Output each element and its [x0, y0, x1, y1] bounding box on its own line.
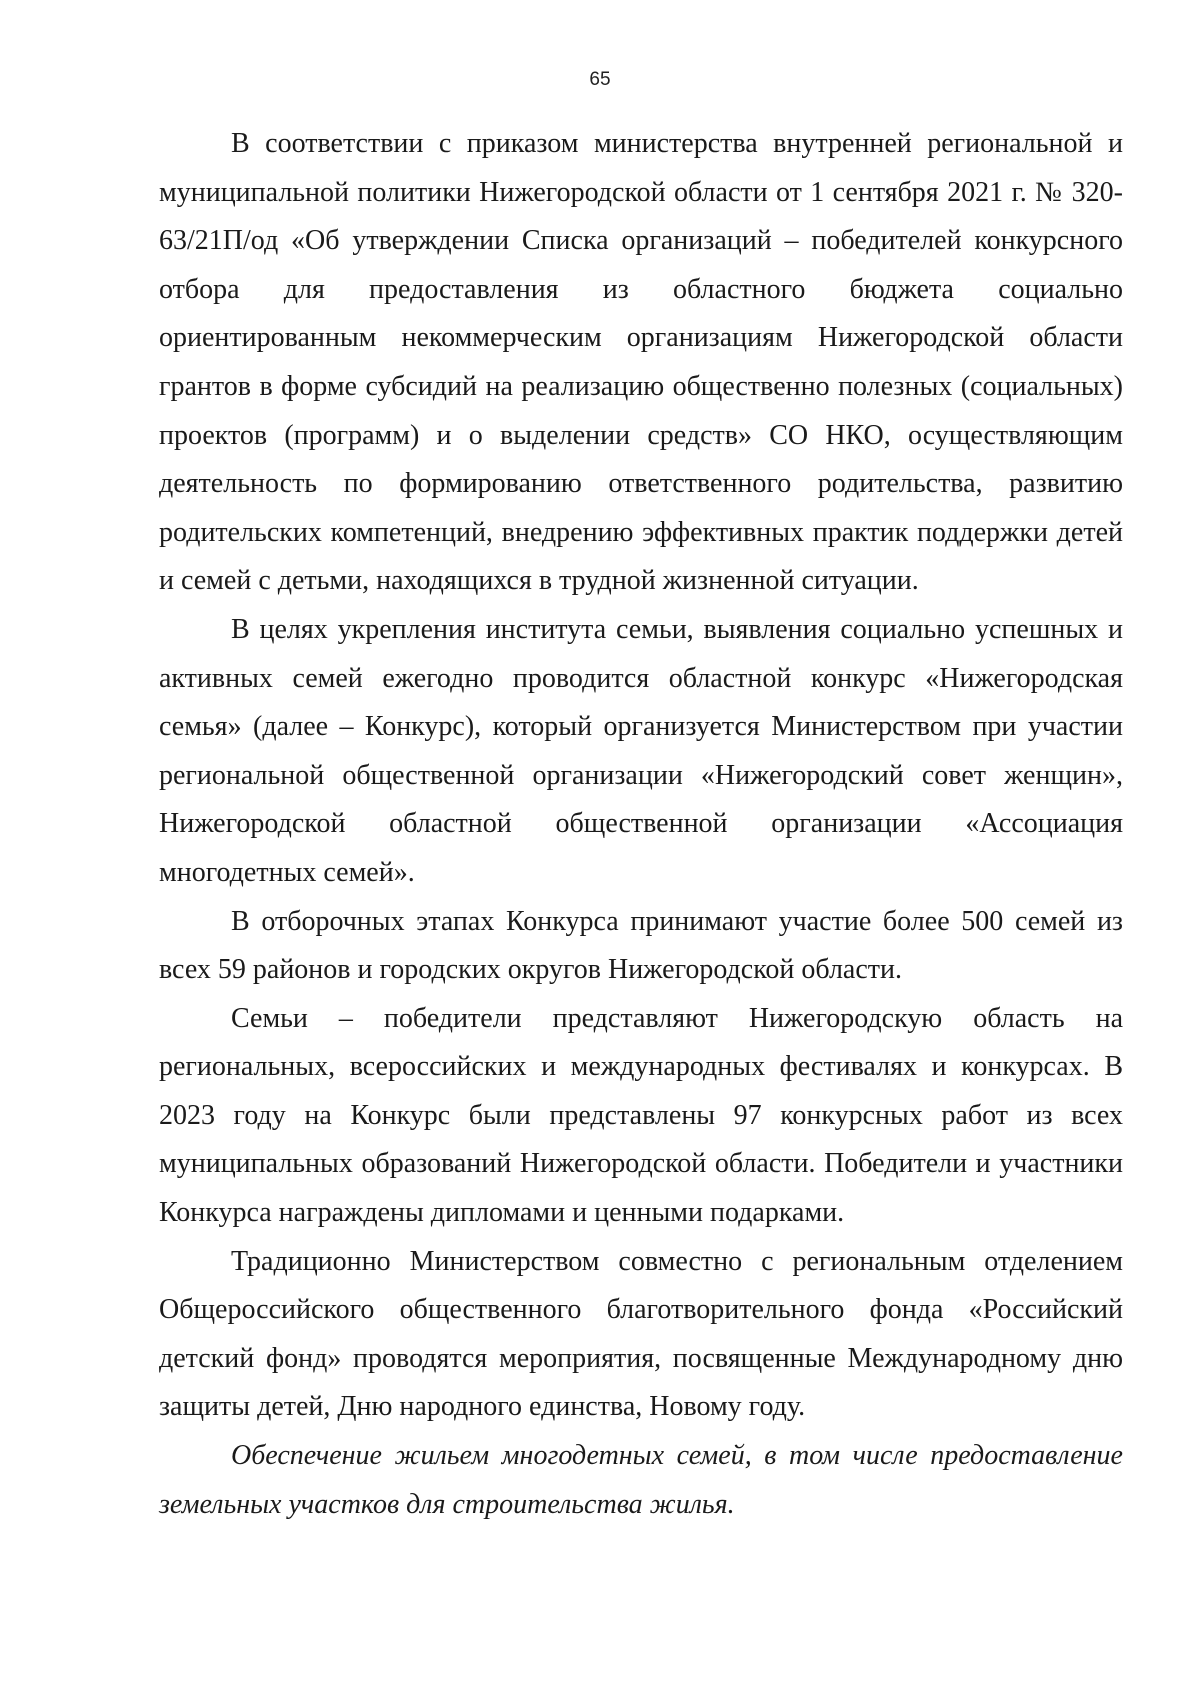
paragraph-childrens-fund-events: Традиционно Министерством совместно с региональным отделением Общероссийского общественного благотворительного фонда «Российский детский фонд» проводятся мероприятия, посвященные Международному дню защиты детей, Дню народного единства, Новому году. [159, 1245, 1123, 1423]
body-text [159, 120, 1123, 1529]
section-heading-housing: Обеспечение жильем многодетных семей, в том числе предоставление земельных участков для строительства жилья. [159, 1440, 1123, 1520]
paragraph-contest-participation: В отборочных этапах Конкурса принимают участие более 500 семей из всех 59 районов и городских округов Нижегородской области. [159, 905, 1123, 986]
page-number: 65 [589, 69, 611, 90]
paragraph-order-reference: В соответствии с приказом министерства внутренней региональной и муниципальной политики Нижегородской области от 1 сентября 2021 г. № 320-63/21П/од «Об утверждении Списка организаций – победителей конкурсного отбора для предоставления из областного бюджета социально ориентированным некоммерческим организациям Нижегородской области грантов в форме субсидий на реализацию общественно полезных (социальных) проектов (программ) и о выделении средств» СО НКО, осуществляющим деятельность по формированию ответственного родительства, развитию родительских компетенций, внедрению эффективных практик поддержки детей и семей с детьми, находящихся в трудной жизненной ситуации. [159, 128, 1123, 597]
paragraph-contest-winners: Семьи – победители представляют Нижегородскую область на региональных, всероссийских и международных фестивалях и конкурсах. В 2023 году на Конкурс были представлены 97 конкурсных работ из всех муниципальных образований Нижегородской области. Победители и участники Конкурса награждены дипломами и ценными подарками. [159, 1002, 1123, 1229]
paragraph-family-contest: В целях укрепления института семьи, выявления социально успешных и активных семей ежегодно проводится областной конкурс «Нижегородская семья» (далее – Конкурс), который организуется Министерством при участии региональной общественной организации «Нижегородский совет женщин», Нижегородской областной общественной организации «Ассоциация многодетных семей». [159, 613, 1123, 888]
